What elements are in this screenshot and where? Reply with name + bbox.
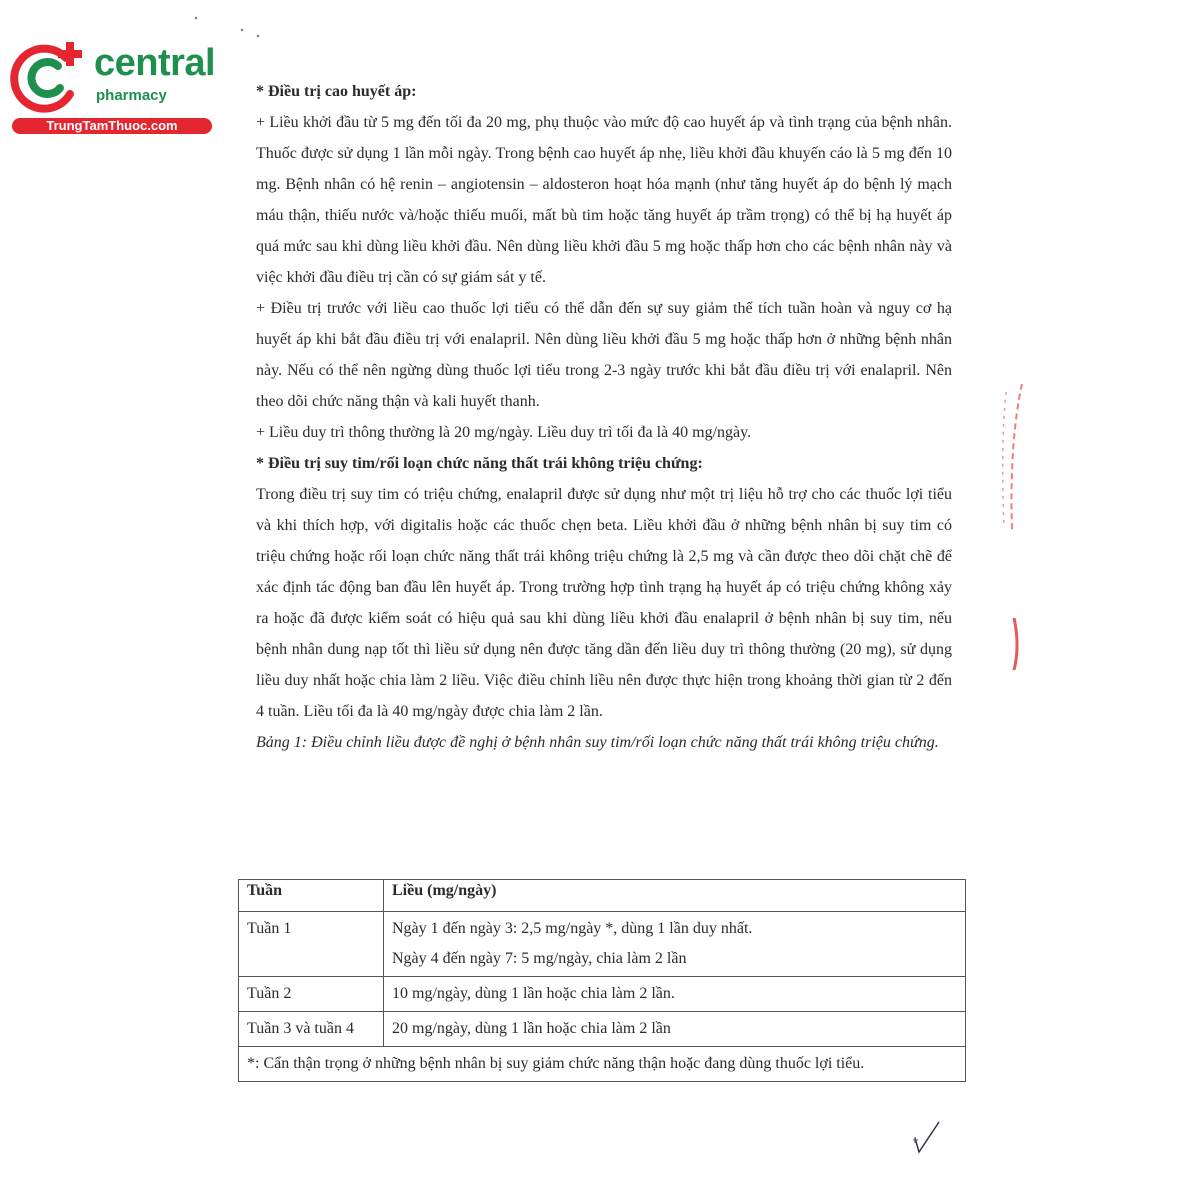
dose-cell [384, 912, 966, 977]
document-body [256, 76, 952, 758]
week-cell: Tuần 1 [239, 912, 384, 977]
hypertension-heading: * Điều trị cao huyết áp: [256, 83, 417, 100]
hypertension-paragraph-3: + Liều duy trì thông thường là 20 mg/ngày. Liều duy trì tối đa là 40 mg/ngày. [256, 424, 752, 441]
table-footnote: *: Cẩn thận trọng ở những bệnh nhân bị suy giảm chức năng thận hoặc đang dùng thuốc lợi tiểu. [239, 1047, 966, 1082]
central-pharmacy-logo [8, 36, 216, 136]
signature-mark-icon [905, 1118, 945, 1158]
table-header-row [239, 880, 966, 912]
header-week: Tuần [239, 880, 384, 912]
dose-adjustment-table [238, 879, 966, 1082]
dose-line: Ngày 1 đến ngày 3: 2,5 mg/ngày *, dùng 1 lần duy nhất. [392, 920, 753, 937]
dose-cell: 10 mg/ngày, dùng 1 lần hoặc chia làm 2 lần. [384, 977, 966, 1012]
logo-wordmark: central [94, 42, 216, 84]
logo-url-badge: TrungTamThuoc.com [12, 118, 212, 134]
logo-subtitle: pharmacy [96, 87, 167, 104]
hypertension-paragraph-2: + Điều trị trước với liều cao thuốc lợi tiểu có thể dẫn đến sự suy giảm thể tích tuần hoàn và nguy cơ hạ huyết áp khi bắt đầu điều trị với enalapril. Nên dùng liều khởi đầu 5 mg hoặc thấp hơn ở những bệnh nhân này. Nếu có thể nên ngừng dùng thuốc lợi tiểu trong 2-3 ngày trước khi bắt đầu điều trị với enalapril. Nên theo dõi chức năng thận và kali huyết thanh. [256, 300, 952, 410]
red-stamp-fragment-icon [992, 380, 1032, 820]
week-cell: Tuần 3 và tuần 4 [239, 1012, 384, 1047]
table-note-row [239, 1047, 966, 1082]
pharmacy-cross-icon [8, 36, 92, 116]
table-row [239, 977, 966, 1012]
dose-cell: 20 mg/ngày, dùng 1 lần hoặc chia làm 2 lần [384, 1012, 966, 1047]
heart-failure-heading: * Điều trị suy tim/rối loạn chức năng thất trái không triệu chứng: [256, 455, 703, 472]
table-row [239, 1012, 966, 1047]
hypertension-paragraph-1: + Liều khởi đầu từ 5 mg đến tối đa 20 mg, phụ thuộc vào mức độ cao huyết áp và tình trạng của bệnh nhân. Thuốc được sử dụng 1 lần mỗi ngày. Trong bệnh cao huyết áp nhẹ, liều khởi đầu khuyến cáo là 5 mg đến 10 mg. Bệnh nhân có hệ renin – angiotensin – aldosteron hoạt hóa mạnh (như tăng huyết áp do bệnh lý mạch máu thận, thiếu nước và/hoặc thiếu muối, mất bù tim hoặc tăng huyết áp trầm trọng) có thể bị hạ huyết áp quá mức sau khi dùng liều khởi đầu. Nên dùng liều khởi đầu 5 mg hoặc thấp hơn cho các bệnh nhân này và việc khởi đầu điều trị cần có sự giám sát y tế. [256, 114, 952, 286]
week-cell: Tuần 2 [239, 977, 384, 1012]
header-dose: Liều (mg/ngày) [384, 880, 966, 912]
table-caption: Bảng 1: Điều chỉnh liều được đề nghị ở bệnh nhân suy tim/rối loạn chức năng thất trái không triệu chứng. [256, 734, 939, 751]
scan-speck-icon [180, 14, 270, 44]
dose-line: Ngày 4 đến ngày 7: 5 mg/ngày, chia làm 2 lần [392, 950, 687, 967]
heart-failure-paragraph: Trong điều trị suy tim có triệu chứng, enalapril được sử dụng như một trị liệu hỗ trợ cho các thuốc lợi tiểu và khi thích hợp, với digitalis hoặc các thuốc chẹn beta. Liều khởi đầu ở những bệnh nhân bị suy tim có triệu chứng hoặc rối loạn chức năng thất trái không triệu chứng là 2,5 mg và cần được theo dõi chặt chẽ để xác định tác động ban đầu lên huyết áp. Trong trường hợp tình trạng hạ huyết áp có triệu chứng không xảy ra hoặc đã được kiểm soát có hiệu quả sau khi dùng liều khởi đầu enalapril ở bệnh nhân bị suy tim, nếu bệnh nhân dung nạp tốt thì liều sử dụng nên được tăng dần đến liều duy trì thông thường (20 mg), sử dụng liều duy nhất hoặc chia làm 2 liều. Việc điều chỉnh liều nên được thực hiện trong khoảng thời gian từ 2 đến 4 tuần. Liều tối đa là 40 mg/ngày được chia làm 2 lần. [256, 486, 952, 720]
table-row [239, 912, 966, 977]
